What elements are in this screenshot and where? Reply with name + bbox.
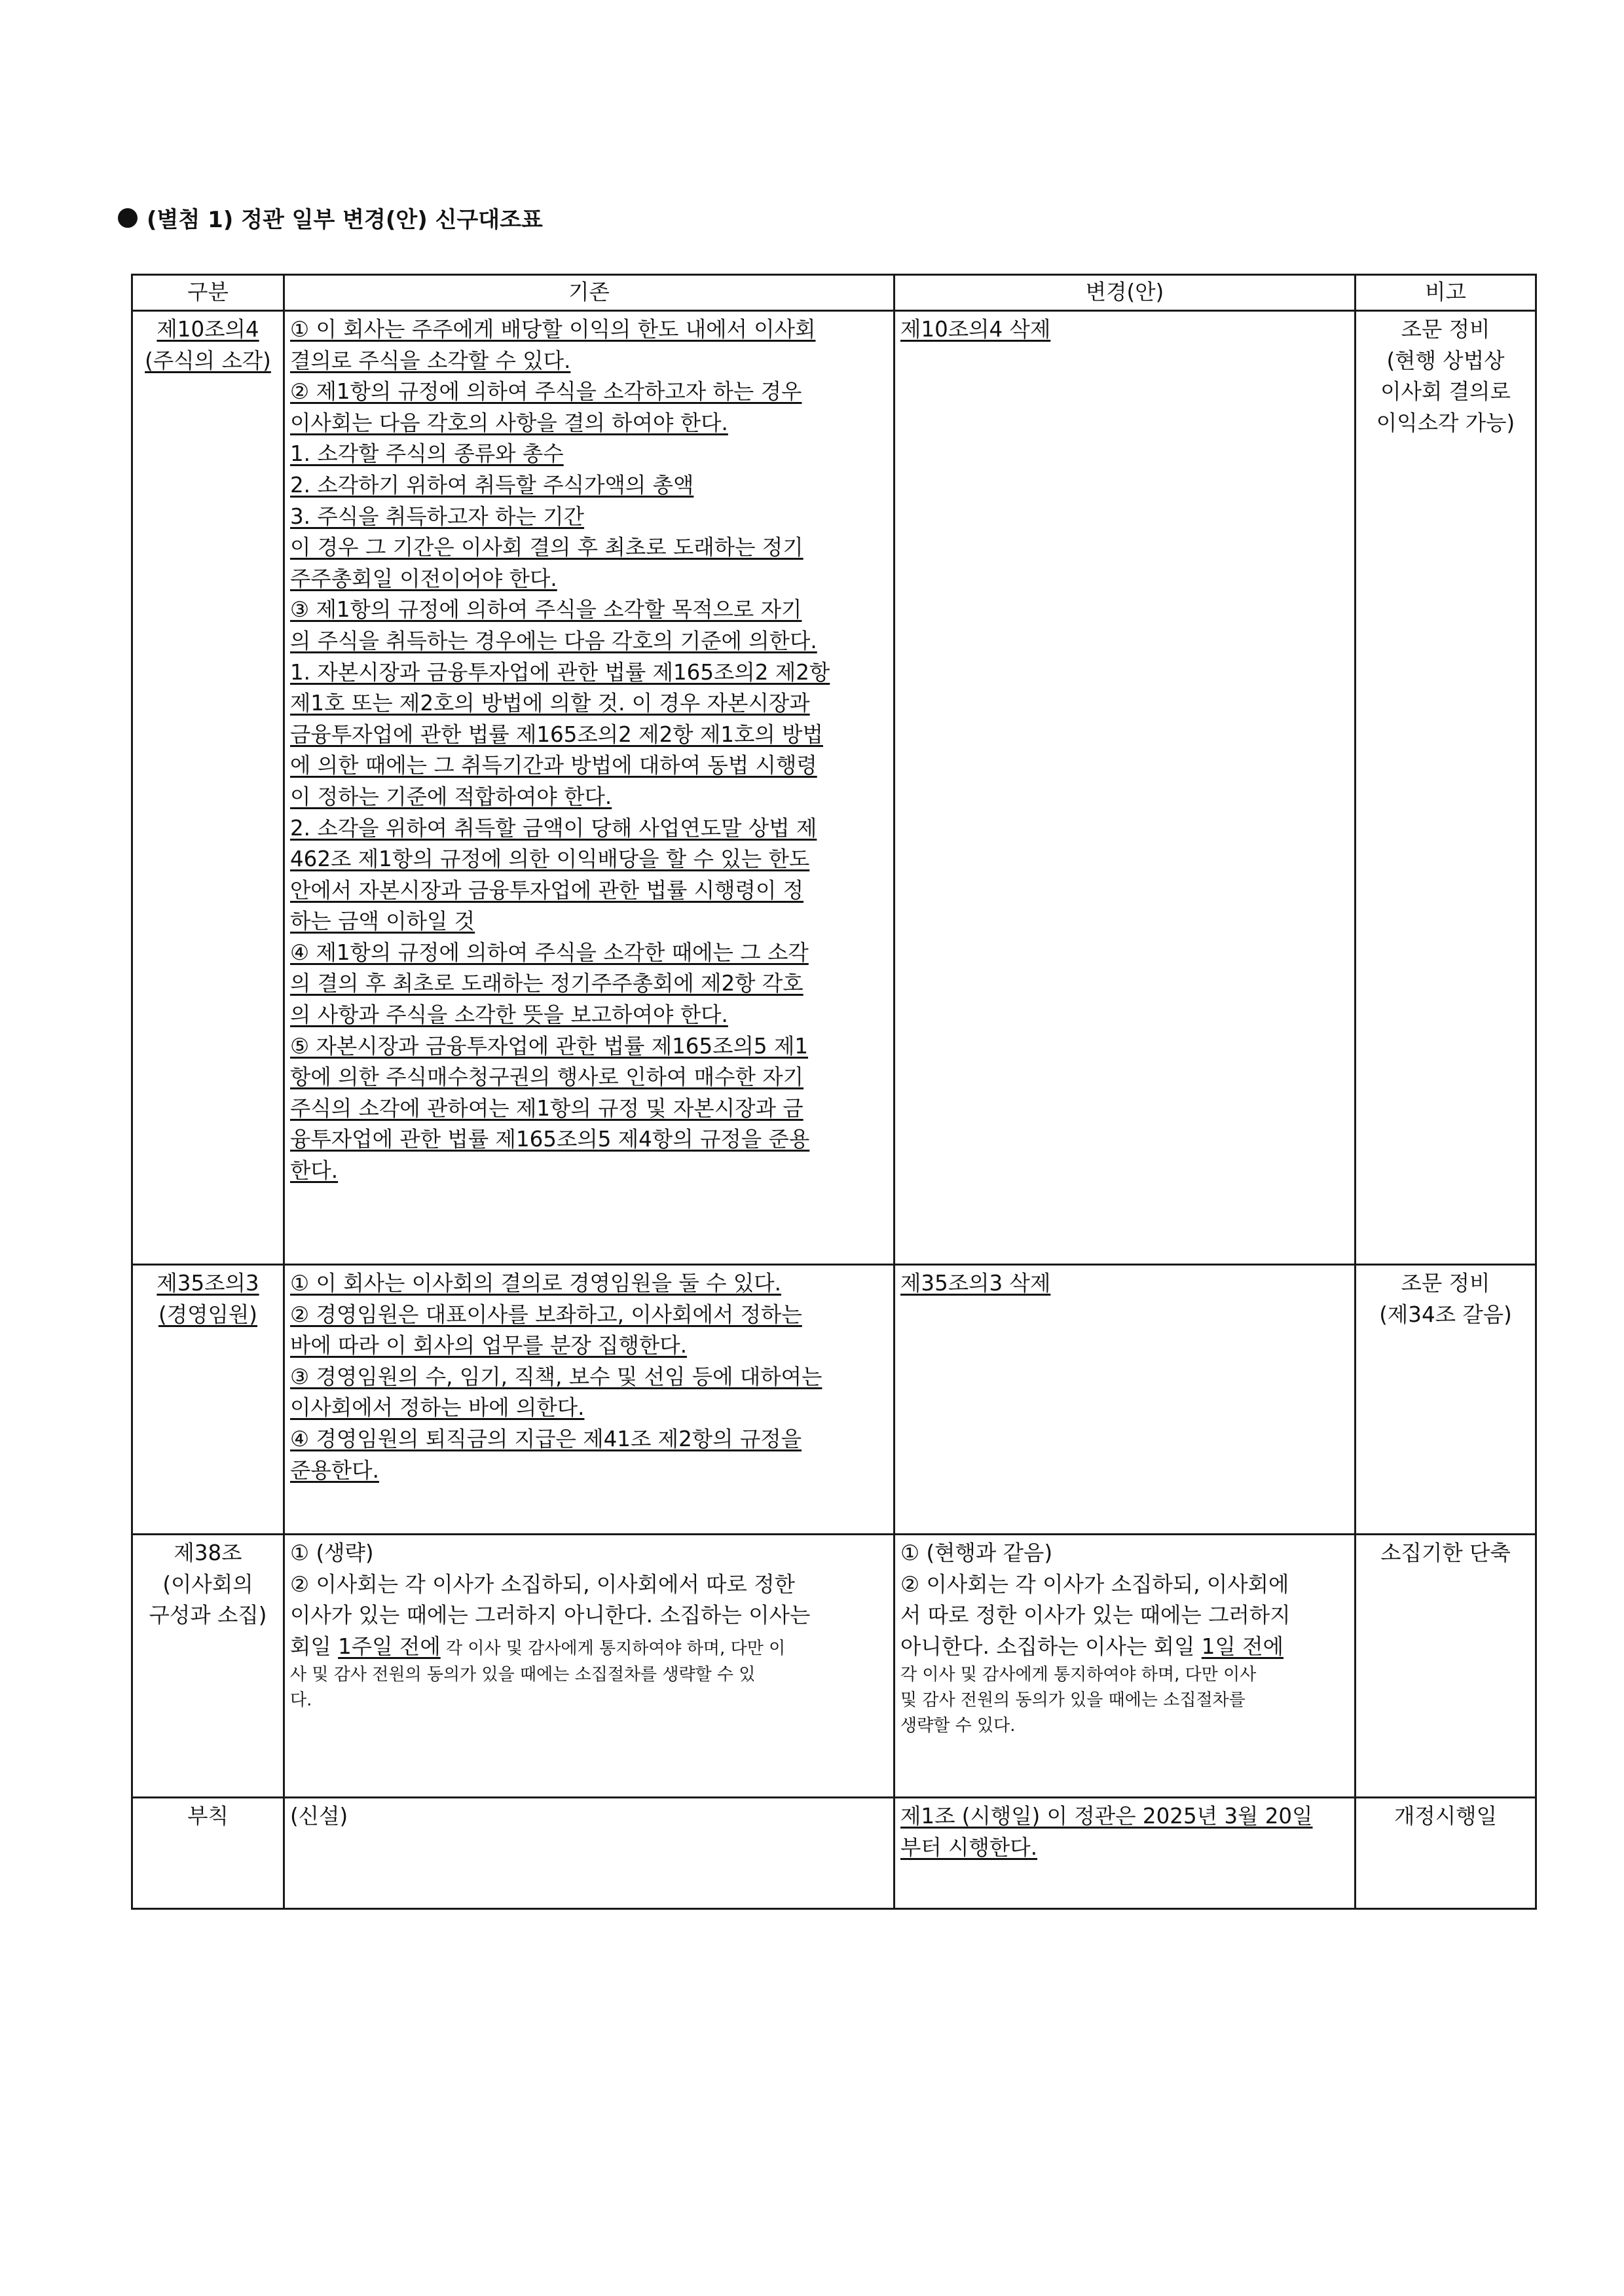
amended-line: ① (현행과 같음) — [900, 1540, 1053, 1565]
row1-amended — [895, 311, 1356, 1265]
row4-existing — [284, 1798, 895, 1909]
document-title — [118, 202, 543, 234]
existing-line: 하는 금액 이하일 것 — [290, 909, 475, 934]
existing-line: 한다. — [290, 1158, 339, 1184]
category-line: (경영임원) — [158, 1302, 257, 1327]
existing-line: 준용한다. — [290, 1457, 379, 1483]
table-header-row — [132, 275, 1536, 311]
table-row — [132, 1265, 1536, 1535]
row4-remarks — [1356, 1798, 1536, 1909]
existing-line — [290, 1631, 888, 1663]
row2-amended — [895, 1265, 1356, 1535]
row1-remarks — [1356, 311, 1536, 1265]
existing-line: 안에서 자본시장과 금융투자업에 관한 법률 시행령이 정 — [290, 877, 804, 903]
existing-line: 항에 의한 주식매수청구권의 행사로 인하여 매수한 자기 — [290, 1065, 804, 1090]
remarks-line: 조문 정비 — [1401, 1271, 1490, 1296]
existing-line: ② 제1항의 규정에 의하여 주식을 소각하고자 하는 경우 — [290, 379, 802, 405]
existing-line: 의 결의 후 최초로 도래하는 정기주주총회에 제2항 각호 — [290, 971, 803, 996]
existing-line: 이사회에서 정하는 바에 의한다. — [290, 1395, 585, 1421]
row3-existing — [284, 1535, 895, 1798]
table-row — [132, 311, 1536, 1265]
row4-category — [132, 1798, 284, 1909]
row2-existing — [284, 1265, 895, 1535]
remarks-line: 개정시행일 — [1394, 1804, 1497, 1829]
row3-category — [132, 1535, 284, 1798]
existing-line: 1. 자본시장과 금융투자업에 관한 법률 제165조의2 제2항 — [290, 659, 830, 685]
remarks-line: 소집기한 단축 — [1380, 1540, 1511, 1565]
existing-text: 각 이사 및 감사에게 통지하여야 하며, 다만 이 — [440, 1638, 786, 1658]
header-category: 구분 — [132, 275, 284, 311]
existing-line: ③ 경영임원의 수, 임기, 직책, 보수 및 선임 등에 대하여는 — [290, 1364, 822, 1389]
table-row — [132, 1798, 1536, 1909]
category-line: 제35조의3 — [157, 1271, 259, 1296]
existing-line: 결의로 주식을 소각할 수 있다. — [290, 348, 571, 373]
row1-category — [132, 311, 284, 1265]
comparison-table — [131, 274, 1537, 1910]
existing-line: 이 정하는 기준에 적합하여야 한다. — [290, 784, 612, 809]
amended-line: 제10조의4 삭제 — [900, 317, 1051, 342]
header-existing: 기존 — [284, 275, 895, 311]
existing-line: 의 사항과 주식을 소각한 뜻을 보고하여야 한다. — [290, 1002, 728, 1028]
row3-remarks — [1356, 1535, 1536, 1798]
row3-amended — [895, 1535, 1356, 1798]
existing-line: (신설) — [290, 1804, 348, 1829]
existing-line: 바에 따라 이 회사의 업무를 분장 집행한다. — [290, 1333, 688, 1358]
existing-line: 금융투자업에 관한 법률 제165조의2 제2항 제1호의 방법 — [290, 721, 823, 747]
existing-line: 3. 주식을 취득하고자 하는 기간 — [290, 503, 585, 529]
existing-line: ② 이사회는 각 이사가 소집하되, 이사회에서 따로 정한 — [290, 1571, 796, 1597]
existing-line: ② 경영임원은 대표이사를 보좌하고, 이사회에서 정하는 — [290, 1302, 802, 1327]
remarks-line: (제34조 갈음) — [1379, 1302, 1512, 1327]
existing-line: ① 이 회사는 이사회의 결의로 경영임원을 둘 수 있다. — [290, 1271, 782, 1296]
existing-line: 이사회는 다음 각호의 사항을 결의 하여야 한다. — [290, 410, 728, 435]
amended-line: 생략할 수 있다. — [900, 1716, 1016, 1736]
header-remarks: 비고 — [1356, 275, 1536, 311]
existing-line: ① 이 회사는 주주에게 배당할 이익의 한도 내에서 이사회 — [290, 317, 816, 342]
amended-line — [900, 1631, 1349, 1663]
category-line: 제38조 — [174, 1540, 242, 1565]
category-line: 구성과 소집) — [149, 1603, 267, 1628]
category-line: 제10조의4 — [157, 317, 259, 342]
existing-line: 다. — [290, 1690, 312, 1711]
existing-line: 1. 소각할 주식의 종류와 총수 — [290, 441, 564, 467]
row2-remarks — [1356, 1265, 1536, 1535]
existing-line: 이사가 있는 때에는 그러하지 아니한다. 소집하는 이사는 — [290, 1603, 811, 1628]
category-line: 부칙 — [187, 1804, 229, 1829]
amended-line: 부터 시행한다. — [900, 1834, 1038, 1860]
existing-changed-text: 1주일 전에 — [338, 1633, 441, 1659]
existing-line: ④ 경영임원의 퇴직금의 지급은 제41조 제2항의 규정을 — [290, 1426, 802, 1451]
amended-text: 아니한다. 소집하는 이사는 회일 — [900, 1633, 1202, 1659]
remarks-line: 조문 정비 — [1401, 317, 1490, 342]
amended-changed-text: 1일 전에 — [1201, 1633, 1283, 1659]
existing-line: 462조 제1항의 규정에 의한 이익배당을 할 수 있는 한도 — [290, 847, 810, 872]
existing-line: ① (생략) — [290, 1540, 374, 1565]
table-row — [132, 1535, 1536, 1798]
remarks-line: 이익소각 가능) — [1376, 410, 1515, 435]
existing-line: ⑤ 자본시장과 금융투자업에 관한 법률 제165조의5 제1 — [290, 1033, 809, 1059]
existing-line: 2. 소각을 위하여 취득할 금액이 당해 사업연도말 상법 제 — [290, 815, 817, 841]
existing-line: ③ 제1항의 규정에 의하여 주식을 소각할 목적으로 자기 — [290, 597, 802, 623]
amended-line: 제35조의3 삭제 — [900, 1271, 1051, 1296]
existing-text: 회일 — [290, 1633, 339, 1659]
header-amended: 변경(안) — [895, 275, 1356, 311]
remarks-line: 이사회 결의로 — [1380, 379, 1511, 405]
existing-line: 사 및 감사 전원의 동의가 있을 때에는 소집절차를 생략할 수 있 — [290, 1665, 756, 1685]
row4-amended — [895, 1798, 1356, 1909]
category-line: (주식의 소각) — [145, 348, 271, 373]
remarks-line: (현행 상법상 — [1386, 348, 1505, 373]
existing-line: 주주총회일 이전이어야 한다. — [290, 566, 557, 591]
existing-line: 에 의한 때에는 그 취득기간과 방법에 대하여 동법 시행령 — [290, 753, 817, 778]
category-line: (이사회의 — [162, 1571, 253, 1597]
amended-line: 및 감사 전원의 동의가 있을 때에는 소집절차를 — [900, 1690, 1246, 1711]
existing-line: 의 주식을 취득하는 경우에는 다음 각호의 기준에 의한다. — [290, 628, 817, 653]
amended-line: 서 따로 정한 이사가 있는 때에는 그러하지 — [900, 1603, 1291, 1628]
amended-line: 각 이사 및 감사에게 통지하여야 하며, 다만 이사 — [900, 1665, 1257, 1685]
existing-line: 제1호 또는 제2호의 방법에 의할 것. 이 경우 자본시장과 — [290, 691, 810, 716]
row1-existing — [284, 311, 895, 1265]
existing-line: 융투자업에 관한 법률 제165조의5 제4항의 규정을 준용 — [290, 1127, 810, 1152]
existing-line: 주식의 소각에 관하여는 제1항의 규정 및 자본시장과 금 — [290, 1095, 803, 1121]
amended-line: ② 이사회는 각 이사가 소집하되, 이사회에 — [900, 1571, 1289, 1597]
existing-line: 이 경우 그 기간은 이사회 결의 후 최초로 도래하는 정기 — [290, 535, 803, 560]
bullet-icon — [118, 208, 138, 228]
row2-category — [132, 1265, 284, 1535]
document-title-text: (별첨 1) 정관 일부 변경(안) 신구대조표 — [147, 207, 543, 233]
amended-line: 제1조 (시행일) 이 정관은 2025년 3월 20일 — [900, 1804, 1313, 1829]
existing-line: 2. 소각하기 위하여 취득할 주식가액의 총액 — [290, 472, 694, 498]
existing-line: ④ 제1항의 규정에 의하여 주식을 소각한 때에는 그 소각 — [290, 939, 809, 965]
